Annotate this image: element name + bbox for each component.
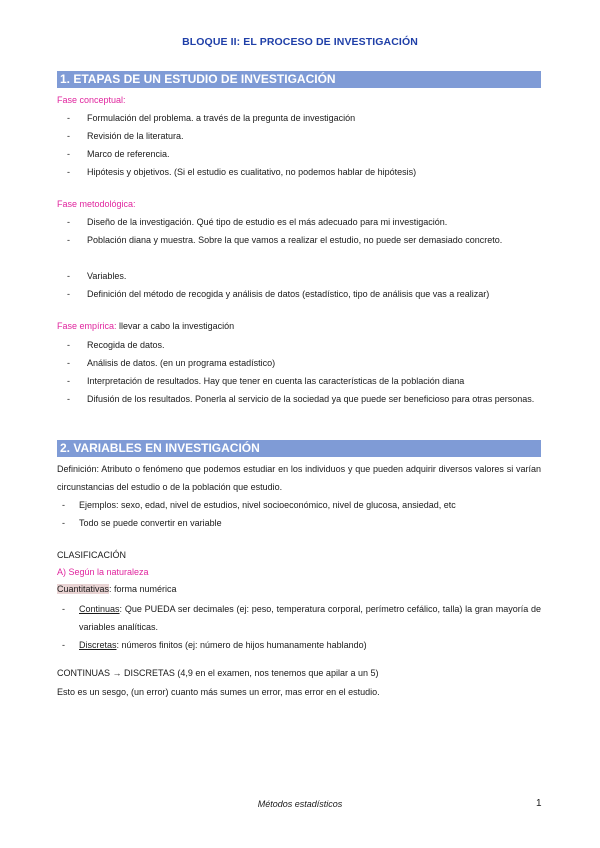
section-2-heading: 2. VARIABLES EN INVESTIGACIÓN — [57, 440, 541, 457]
fase-empirica-description: llevar a cabo la investigación — [116, 321, 235, 331]
cuantitativas-description: : forma numérica — [109, 584, 177, 594]
fase1-item-1: Formulación del problema. a través de la pregunta de investigación — [87, 113, 356, 123]
document-title: BLOQUE II: EL PROCESO DE INVESTIGACIÓN — [182, 36, 418, 48]
fase1-item-4: Hipótesis y objetivos. (Si el estudio es cualitativo, no podemos hablar de hipótesis) — [87, 167, 417, 177]
clasificacion-heading: CLASIFICACIÓN — [57, 550, 127, 560]
fase1-item-3: Marco de referencia. — [87, 149, 170, 159]
continuas-text: : Que PUEDA ser decimales (ej: peso, temperatura corporal, perímetro cefálico, talla) la gran mayoría de variables analíticas. — [79, 604, 541, 632]
bullet-marker: - — [67, 358, 70, 368]
discretas-text: : números finitos (ej: número de hijos humanamente hablando) — [116, 640, 367, 650]
continuas-discretas-note: CONTINUAS → DISCRETAS (4,9 en el examen, nos tenemos que apilar a un 5) — [57, 668, 379, 678]
bullet-marker: - — [67, 376, 70, 386]
continuas-label: Continuas — [79, 604, 120, 614]
bullet-marker: - — [62, 604, 65, 614]
continuas-item — [79, 600, 541, 636]
fase2-item-3: Variables. — [87, 271, 127, 281]
bullet-marker: - — [62, 518, 65, 528]
fase-conceptual-label: Fase conceptual: — [57, 95, 126, 105]
page-number: 1 — [536, 798, 542, 809]
fase2-item-1: Diseño de la investigación. Qué tipo de estudio es el más adecuado para mi investigación. — [87, 217, 448, 227]
bullet-marker: - — [62, 500, 65, 510]
fase3-item-4: Difusión de los resultados. Ponerla al servicio de la sociedad ya que puede ser beneficioso para otras personas. — [87, 394, 535, 404]
variable-definition: Definición: Atributo o fenómeno que podemos estudiar en los individuos y que pueden adquirir diversos valores si varían circunstancias del estudio o de la población que estudio. — [57, 464, 541, 492]
section-1-heading: 1. ETAPAS DE UN ESTUDIO DE INVESTIGACIÓN — [57, 71, 541, 88]
fase2-item-2: Población diana y muestra. Sobre la que vamos a realizar el estudio, no puede ser demasiado concreto. — [87, 235, 503, 245]
segun-naturaleza-heading: A) Según la naturaleza — [57, 567, 149, 577]
bullet-marker: - — [67, 217, 70, 227]
footer-title: Métodos estadísticos — [257, 799, 343, 809]
fase-empirica-label: Fase empírica: — [57, 321, 117, 331]
fase3-item-3: Interpretación de resultados. Hay que tener en cuenta las características de la población diana — [87, 376, 465, 386]
fase3-item-2: Análisis de datos. (en un programa estadístico) — [87, 358, 276, 368]
fase-metodologica-label: Fase metodológica: — [57, 199, 136, 209]
bullet-marker: - — [67, 149, 70, 159]
bullet-marker: - — [67, 289, 70, 299]
bullet-marker: - — [67, 235, 70, 245]
bullet-marker: - — [67, 113, 70, 123]
variables-note: Todo se puede convertir en variable — [79, 518, 222, 528]
bullet-marker: - — [67, 271, 70, 281]
bullet-marker: - — [67, 394, 70, 404]
bullet-marker: - — [67, 131, 70, 141]
fase-empirica-line — [57, 320, 234, 332]
bullet-marker: - — [67, 167, 70, 177]
fase3-item-1: Recogida de datos. — [87, 340, 165, 350]
bullet-marker: - — [62, 640, 65, 650]
discretas-item — [79, 636, 533, 654]
bullet-marker: - — [67, 340, 70, 350]
cuantitativas-label: Cuantitativas — [57, 584, 110, 594]
discretas-label: Discretas — [79, 640, 117, 650]
sesgo-note: Esto es un sesgo, (un error) cuanto más sumes un error, mas error en el estudio. — [57, 687, 380, 697]
variables-example: Ejemplos: sexo, edad, nivel de estudios, nivel socioeconómico, nivel de glucosa, ansiedad, etc — [79, 500, 456, 510]
fase2-item-4: Definición del método de recogida y análisis de datos (estadístico, tipo de análisis que vas a realizar) — [87, 289, 490, 299]
fase1-item-2: Revisión de la literatura. — [87, 131, 184, 141]
cuantitativas-line — [57, 583, 177, 595]
